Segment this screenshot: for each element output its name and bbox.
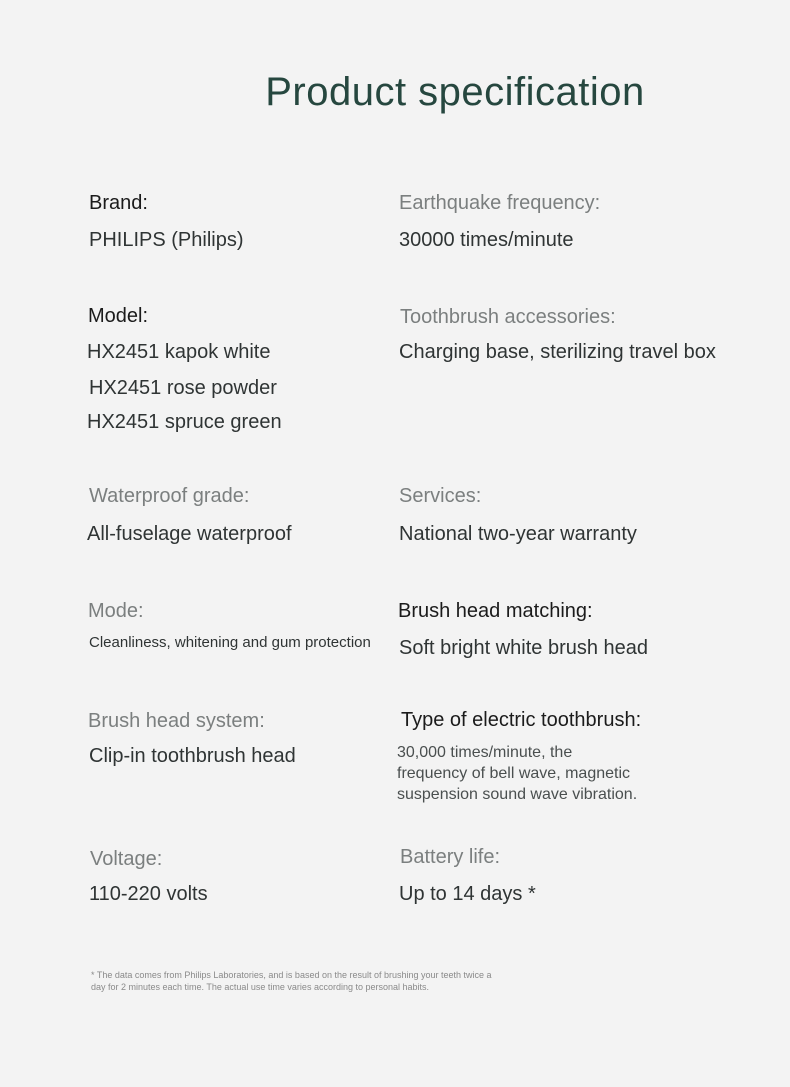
type-value-line-1: 30,000 times/minute, the	[397, 744, 573, 761]
type-value-line-3: suspension sound wave vibration.	[397, 786, 638, 803]
waterproof-value: All-fuselage waterproof	[87, 523, 292, 545]
waterproof-label: Waterproof grade:	[89, 485, 250, 507]
type-value-line-2: frequency of bell wave, magnetic	[397, 765, 631, 782]
page-title: Product specification	[265, 70, 645, 114]
voltage-value: 110-220 volts	[89, 883, 208, 905]
mode-value: Cleanliness, whitening and gum protection	[89, 634, 371, 651]
services-value: National two-year warranty	[399, 523, 637, 545]
type-label: Type of electric toothbrush:	[401, 709, 642, 731]
model-value-1: HX2451 kapok white	[87, 341, 271, 363]
battery-label: Battery life:	[400, 846, 501, 868]
voltage-label: Voltage:	[90, 848, 163, 870]
model-value-2: HX2451 rose powder	[89, 377, 277, 399]
frequency-value: 30000 times/minute	[399, 229, 574, 251]
mode-label: Mode:	[88, 600, 144, 622]
frequency-label: Earthquake frequency:	[399, 192, 601, 214]
matching-label: Brush head matching:	[398, 600, 593, 622]
footnote-line-1: * The data comes from Philips Laboratories, and is based on the result of brushing your teeth twice a	[91, 970, 492, 980]
brush-system-label: Brush head system:	[88, 710, 265, 732]
footnote-line-2: day for 2 minutes each time. The actual use time varies according to personal habits.	[91, 982, 430, 992]
model-value-3: HX2451 spruce green	[87, 411, 282, 433]
accessories-value: Charging base, sterilizing travel box	[399, 341, 716, 363]
services-label: Services:	[399, 485, 482, 507]
brand-value: PHILIPS (Philips)	[89, 229, 244, 251]
model-label: Model:	[88, 305, 149, 327]
brush-system-value: Clip-in toothbrush head	[89, 745, 296, 767]
matching-value: Soft bright white brush head	[399, 637, 649, 659]
accessories-label: Toothbrush accessories:	[400, 306, 616, 328]
brand-label: Brand:	[89, 192, 148, 214]
battery-value: Up to 14 days *	[399, 883, 536, 905]
